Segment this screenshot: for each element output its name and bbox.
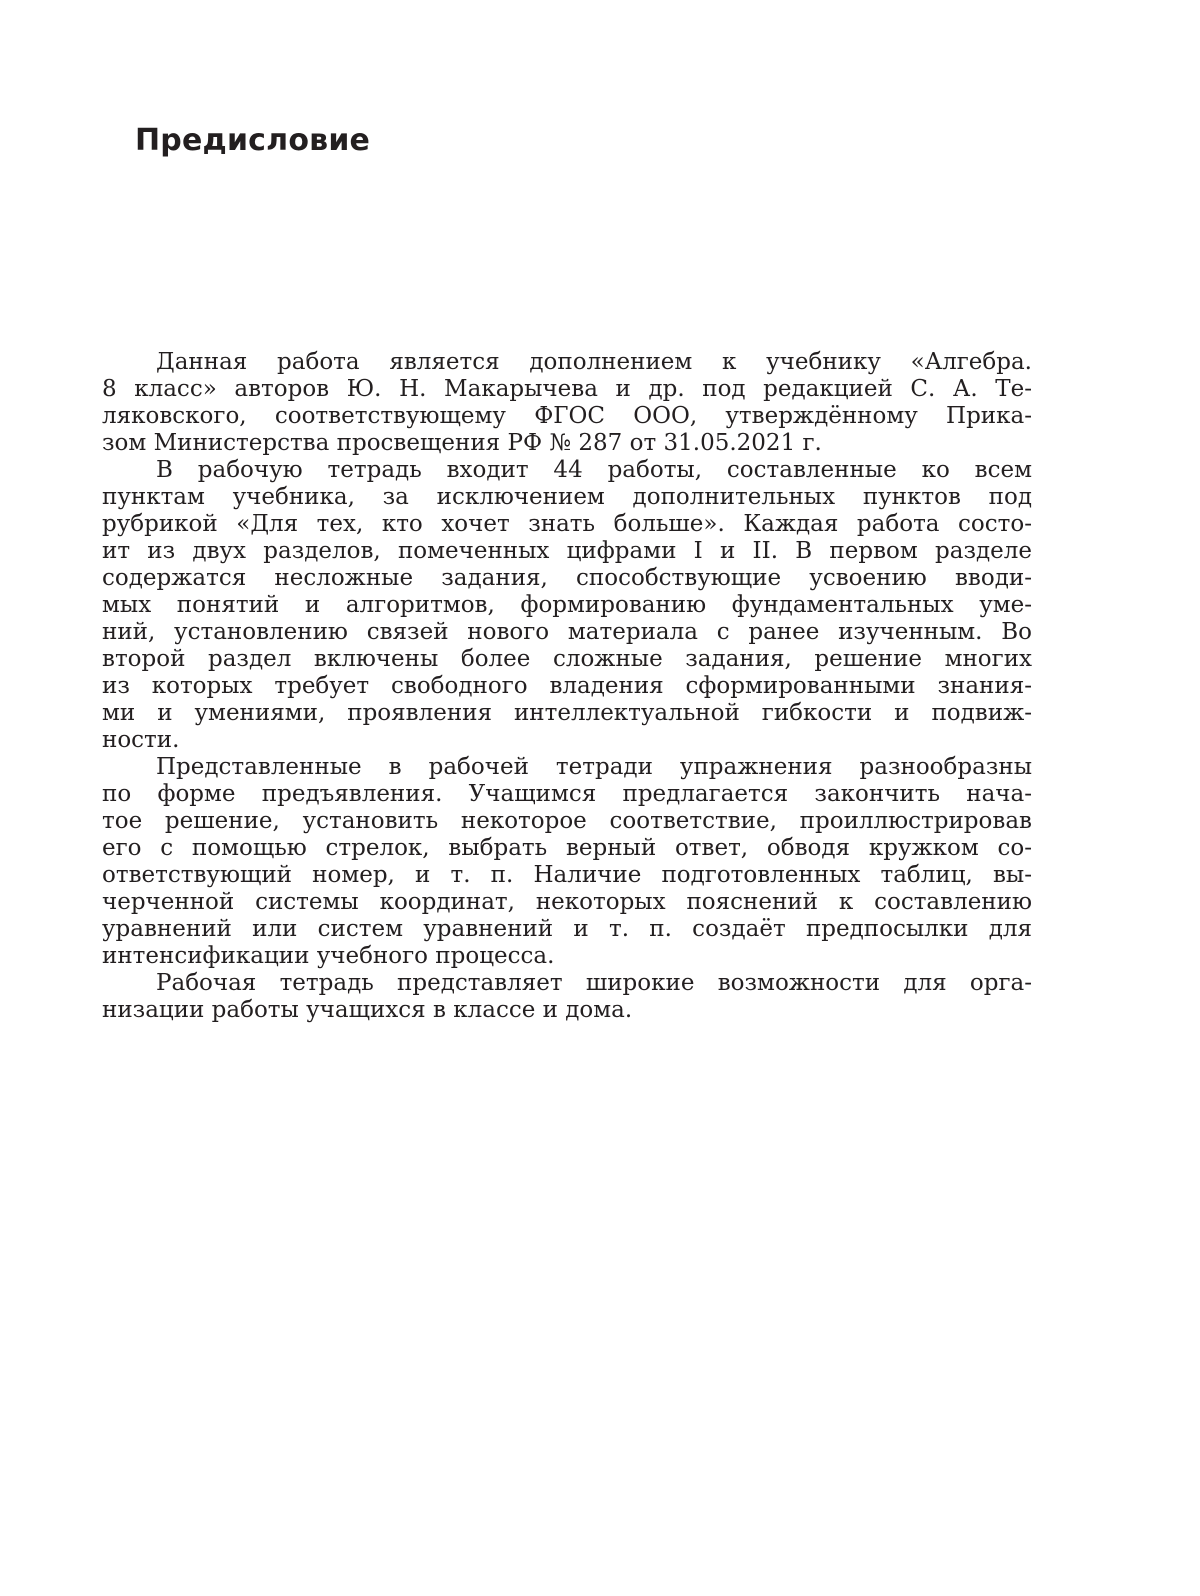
text-line: 8 класс» авторов Ю. Н. Макарычева и др. под редакцией С. А. Те- [102,376,1032,402]
text-line: пунктам учебника, за исключением дополнительных пунктов под [102,484,1032,510]
text-line: уравнений или систем уравнений и т. п. создаёт предпосылки для [102,916,1032,942]
preface-body [102,349,1032,1024]
text-line: Представленные в рабочей тетради упражнения разнообразны [156,754,1032,780]
text-line: содержатся несложные задания, способствующие усвоению вводи- [102,565,1032,591]
text-line: ности. [102,727,180,753]
text-line: ит из двух разделов, помеченных цифрами I и II. В первом разделе [102,538,1032,564]
text-line: из которых требует свободного владения сформированными знания- [102,673,1032,699]
text-line: по форме предъявления. Учащимся предлагается закончить нача- [102,781,1032,807]
text-line: зом Министерства просвещения РФ № 287 от 31.05.2021 г. [102,430,822,456]
text-line: ответствующий номер, и т. п. Наличие подготовленных таблиц, вы- [102,862,1032,888]
text-line: его с помощью стрелок, выбрать верный ответ, обводя кружком со- [102,835,1032,861]
text-line: низации работы учащихся в классе и дома. [102,997,633,1023]
text-line: ляковского, соответствующему ФГОС ООО, утверждённому Прика- [102,403,1032,429]
text-line: Рабочая тетрадь представляет широкие возможности для орга- [156,970,1032,996]
text-line: В рабочую тетрадь входит 44 работы, составленные ко всем [156,457,1032,483]
text-line: мых понятий и алгоритмов, формированию фундаментальных уме- [102,592,1032,618]
text-line: тое решение, установить некоторое соответствие, проиллюстрировав [102,808,1032,834]
text-line: ми и умениями, проявления интеллектуальной гибкости и подвиж- [102,700,1032,726]
text-line: второй раздел включены более сложные задания, решение многих [102,646,1032,672]
text-line: рубрикой «Для тех, кто хочет знать больше». Каждая работа состо- [102,511,1032,537]
text-line: Данная работа является дополнением к учебнику «Алгебра. [156,349,1032,375]
text-line: черченной системы координат, некоторых пояснений к составлению [102,889,1032,915]
page-title: Предисловие [135,123,371,158]
text-line: интенсификации учебного процесса. [102,943,555,969]
text-line: ний, установлению связей нового материала с ранее изученным. Во [102,619,1032,645]
